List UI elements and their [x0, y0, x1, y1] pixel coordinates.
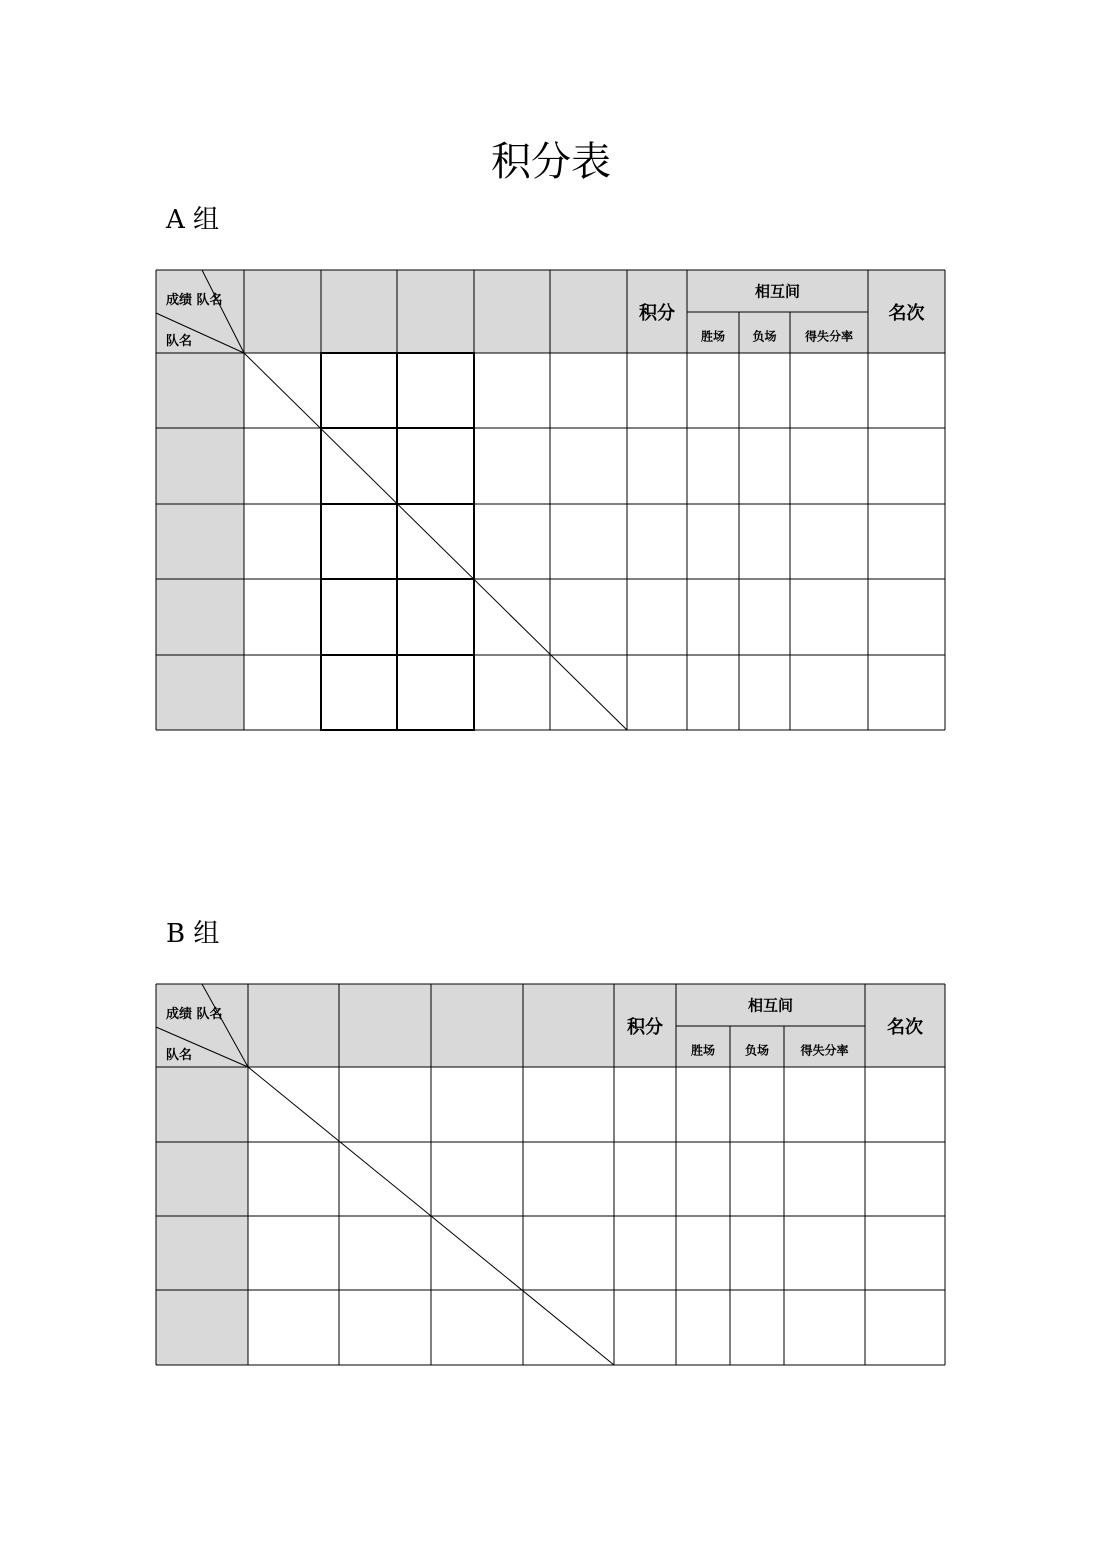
- highlight-cell-border: [397, 655, 474, 730]
- ratio-header: 得失分率: [804, 329, 854, 343]
- group-a-score-table: [156, 270, 945, 730]
- corner-label-top: 成绩 队名: [166, 293, 223, 308]
- points-header: 积分: [627, 1016, 663, 1038]
- group-b-title: B 组: [166, 919, 220, 949]
- corner-label-top: 成绩 队名: [166, 1007, 223, 1022]
- highlight-cell-border: [397, 353, 474, 428]
- rank-header: 名次: [888, 302, 925, 324]
- self-match-diagonal: [244, 353, 627, 730]
- group-b-score-table: [156, 984, 945, 1365]
- highlight-cell-border: [321, 353, 397, 428]
- highlight-cell-border: [321, 579, 397, 655]
- corner-label-bottom: 队名: [166, 1048, 193, 1063]
- highlight-cell-border: [397, 428, 474, 504]
- rank-header: 名次: [887, 1016, 923, 1038]
- group-a-title: A 组: [166, 205, 220, 235]
- points-header: 积分: [639, 302, 675, 324]
- wins-header: 胜场: [690, 1043, 716, 1057]
- highlight-cell-border: [321, 504, 397, 579]
- corner-label-bottom: 队名: [166, 334, 193, 349]
- highlight-cell-border: [397, 579, 474, 655]
- mutual-header: 相互间: [747, 996, 794, 1015]
- losses-header: 负场: [744, 1043, 770, 1057]
- highlight-cell-border: [321, 655, 397, 730]
- losses-header: 负场: [752, 329, 777, 343]
- mutual-header: 相互间: [754, 282, 801, 301]
- ratio-header: 得失分率: [800, 1043, 849, 1057]
- team-name-column-fill: [156, 353, 244, 730]
- wins-header: 胜场: [700, 329, 726, 343]
- page-title: 积分表: [491, 139, 611, 185]
